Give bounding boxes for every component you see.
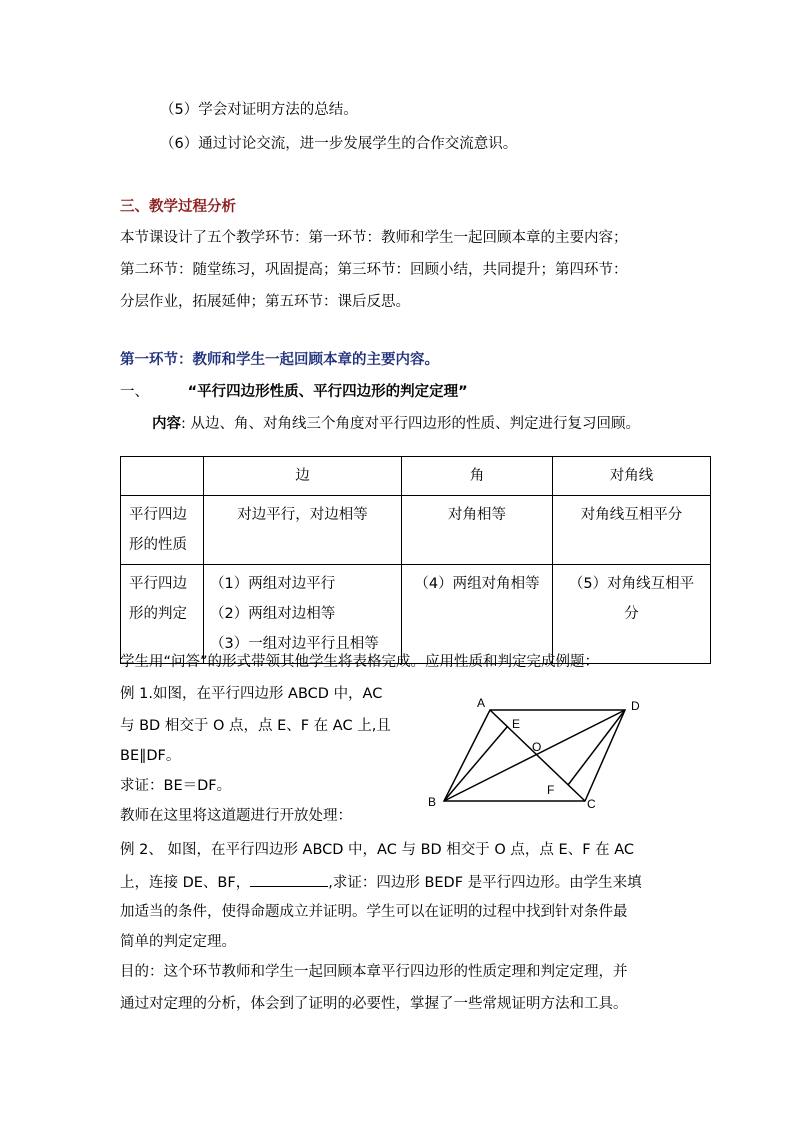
section-heading: 三、教学过程分析 [120,199,236,215]
section-paragraph-line: 第二环节：随堂练习，巩固提高；第三环节：回顾小结，共同提升；第四环节： [120,262,628,278]
content-label: 内容 [152,416,181,432]
table-cell [204,565,402,664]
example1-line: BE∥DF。 [120,748,181,764]
cell-line: （5）对角线互相平 [568,576,695,592]
row-head-cell [121,496,204,565]
example2-line: 例 2、 如图，在平行四边形 ABCD 中，AC 与 BD 相交于 O 点，点 E、F 在 AC [120,842,635,858]
diagonal-ac [490,710,585,801]
teacher-note: 教师在这里将这道题进行开放处理： [120,808,352,824]
label-o: O [532,740,542,754]
row-head-line: 平行四边 [129,576,187,592]
table-cell: 对边平行，对边相等 [204,496,402,565]
parallelogram-figure [420,690,650,815]
subheading-title: “平行四边形性质、平行四边形的判定定理” [187,384,468,400]
fill-in-blank [250,872,328,887]
properties-table [120,456,711,664]
subheading [120,382,468,402]
label-d: D [631,699,640,713]
table-header-cell: 边 [204,457,402,496]
cell-line: （3）一组对边平行且相等 [210,636,379,652]
table-cell: 对角线互相平分 [553,496,711,565]
content-line [152,414,640,434]
row-head-line: 形的性质 [129,537,187,553]
purpose-line: 通过对定理的分析，体会到了证明的必要性，掌握了一些常规证明方法和工具。 [120,996,628,1012]
example1-line: 与 BD 相交于 O 点，点 E、F 在 AC 上,且 [120,718,391,734]
content-text: : 从边、角、对角线三个角度对平行四边形的性质、判定进行复习回顾。 [181,416,640,432]
stage-heading: 第一环节：教师和学生一起回顾本章的主要内容。 [120,352,439,368]
after-table-text: 学生用“问答”的形式带领其他学生将表格完成。应用性质和判定完成例题： [120,654,600,670]
table-row [121,496,711,565]
table-cell: 对角相等 [402,496,553,565]
purpose-line: 目的：这个环节教师和学生一起回顾本章平行四边形的性质定理和判定定理，并 [120,964,628,980]
table-row [121,565,711,664]
example1-prove: 求证：BE＝DF。 [120,778,232,794]
subheading-number: 一、 [120,384,149,400]
example2-line: 简单的判定定理。 [120,934,236,950]
table-header-row [121,457,711,496]
example2-line: 加适当的条件，使得命题成立并证明。学生可以在证明的过程中找到针对条件最 [120,904,628,920]
row-head-line: 平行四边 [129,507,187,523]
table-cell: （4）两组对角相等 [402,565,553,664]
label-c: C [587,797,596,811]
cell-line: （2）两组对边相等 [210,606,336,622]
label-e: E [512,717,521,731]
label-a: A [477,696,486,710]
example2-text: ,求证：四边形 BEDF 是平行四边形。由学生来填 [328,875,642,891]
example1-line: 例 1.如图，在平行四边形 ABCD 中，AC [120,686,383,702]
cell-line: （1）两组对边平行 [210,576,336,592]
table-cell [553,565,711,664]
cell-line: 分 [624,606,639,622]
label-b: B [428,795,437,809]
row-head-line: 形的判定 [129,606,187,622]
table-header-cell: 角 [402,457,553,496]
objective-item-6: （6）通过讨论交流，进一步发展学生的合作交流意识。 [160,136,518,152]
example2-line [120,872,642,893]
diagonal-bd [444,710,625,801]
section-paragraph-line: 本节课设计了五个教学环节：第一环节：教师和学生一起回顾本章的主要内容； [120,230,628,246]
table-header-cell [121,457,204,496]
section-paragraph-line: 分层作业，拓展延伸；第五环节：课后反思。 [120,294,410,310]
objective-item-5: （5）学会对证明方法的总结。 [160,102,358,118]
table-header-cell: 对角线 [553,457,711,496]
label-f: F [547,783,555,797]
example2-text: 上，连接 DE、BF， [120,875,251,891]
row-head-cell [121,565,204,664]
